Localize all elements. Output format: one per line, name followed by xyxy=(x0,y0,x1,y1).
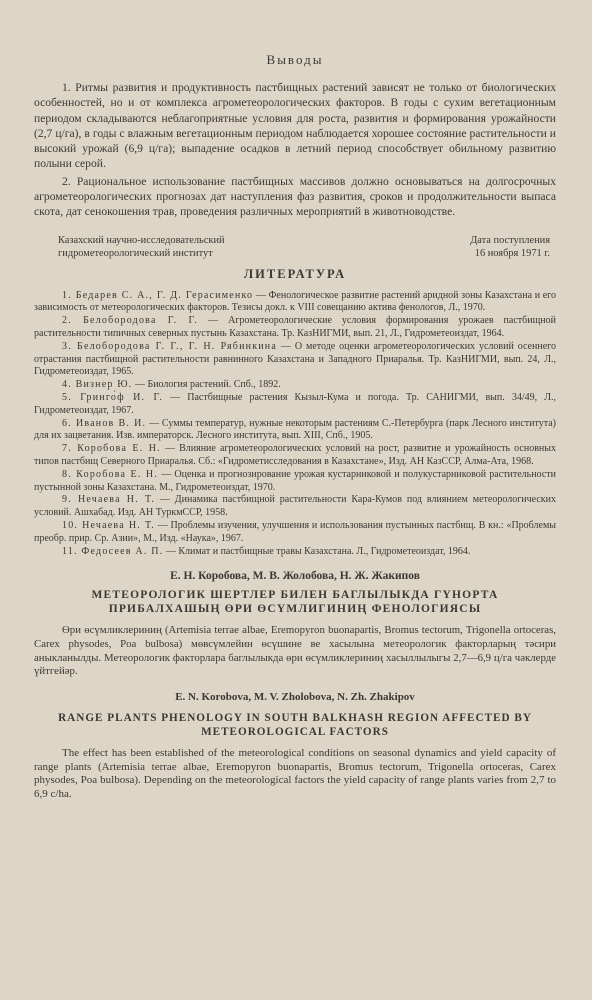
reference-item xyxy=(34,392,556,418)
reference-item xyxy=(34,520,556,546)
reference-text: — Суммы температур, нужные некоторым растениям С.-Петербурга (парк Лесного института) для их зацветания. Изв. императорск. Лесного института, вып. XIII, Спб., 1905. xyxy=(34,417,557,442)
reference-author: 6. Иванов В. И. xyxy=(62,417,147,429)
conclusion-paragraph-1: 1. Ритмы развития и продуктивность пастбищных растений зависят не только от биологических особенностей, но и от комплекса агрометеорологических факторов. В годы с сухим вегетационным периодом складываются неблагоприятные условия для роста, развития и формирования урожайности (2,7 ц/га), в годы с влажным вегетационным периодом наблюдается хорошее состояние растительности и высокий урожай (6,9 ц/га); выпадение осадков в летний период способствует обильному развитию полыни серой. xyxy=(34,81,556,171)
reference-text: — Проблемы изучения, улучшения и использования пустынных пастбищ. В кн.: «Проблемы преобр. прир. Ср. Азии», М., Изд. «Наука», 1967. xyxy=(34,520,556,544)
reference-item xyxy=(34,379,556,392)
reference-author: 4. Визнер Ю. xyxy=(62,379,133,391)
reference-author: 11. Федосеев А. П. xyxy=(62,545,164,557)
received-date xyxy=(470,234,556,261)
reference-item xyxy=(34,546,556,559)
reference-author: 9. Нечаева Н. Т. xyxy=(62,494,156,506)
reference-item xyxy=(34,469,556,495)
reference-text: — О методе оценки агрометеорологических условий осеннего отрастания пастбищной растительности равнинного Казахстана и Западного Приaралья. Тр. КазНИГМИ, вып. 24, Л., Гидрометеоиздат, 1965. xyxy=(34,340,556,378)
reference-list xyxy=(34,290,556,559)
reference-text: — Оценка и прогнозирование урожая кустарниковой и полукустарниковой растительности пустынной зоны Казахстана. М., Гидрометеоиздат, 1970. xyxy=(34,468,556,493)
english-abstract: The effect has been established of the meteorological conditions on seasonal dynamics and yield capacity of range plants (Artemisia terrae albae, Eremopyron buonapartis, Bromus tectorum, Trigonella ortoceras, Carex physodes, Poa bulbosa). Depending on the meteorological factors the yield capacity of range plants varies from 2,7 to 6,9 c/ha. xyxy=(34,746,556,801)
reference-text: — Динамика пастбищной растительности Кара-Кумов под влиянием метеорологических условий. Ашхабад. Изд. АН ТуркмССР, 1958. xyxy=(34,494,557,519)
reference-author: 2. Белобородова Г. Г. xyxy=(62,315,199,327)
reference-item xyxy=(34,341,556,379)
kazakh-abstract: Өри өсүмликлериниң (Artemisia terrae albae, Eremopyron buonapartis, Bromus tectorum, Trigonella ortoceras, Carex physodes, Poa bulbosa) мөвсүмлейин өсүшине ве хасылына метеорологик факторларың тәсири аныкланылды. Метеорологик факторлара баглылыкда өри өсүмликлериниң хасыллылыгы 2,7—6,9 ц/га чәклерде үйтгейәр. xyxy=(34,624,556,678)
reference-author: 1. Бедарев С. А., Г. Д. Герасименко xyxy=(62,289,254,301)
reference-author: 3. Белобородова Г. Г., Г. Н. Рябинкина xyxy=(62,340,277,352)
conclusion-paragraph-2: 2. Рациональное использование пастбищных массивов должно основываться на долгосрочных агрометеорологических прогнозах дат наступления фаз развития, сроков и продолжительности выпаса скота, дат сенокошения трав, проведения различных мероприятий в животноводстве. xyxy=(34,174,556,219)
reference-text: — Влияние агрометеорологических условий на рост, развитие и урожайность основных типов пастбищ Северного Приаралья. Сб.: «Гидрометисследования в Казахстане», Изд. АН КазССР, Алма-Ата, 1968. xyxy=(34,443,556,468)
reference-item xyxy=(34,494,556,520)
reference-text: — Биология растений. Спб., 1892. xyxy=(132,379,281,391)
reference-author: 10. Нечаева Н. Т. xyxy=(62,520,155,532)
institute-line-1: Казахский научно-исследовательский xyxy=(58,234,225,246)
received-label: Дата поступления xyxy=(470,234,550,246)
reference-item xyxy=(34,315,556,341)
literature-heading: ЛИТЕРАТУРА xyxy=(243,266,347,281)
reference-author: 8. Коробова Е. Н. xyxy=(62,468,159,480)
reference-text: — Фенологическое развитие растений аридной зоны Казахстана и его зависимость от метеорологических факторов. Тезисы докл. к VIII совещанию актива фенологов, Л., 1970. xyxy=(34,289,556,314)
reference-author: 7. Коробова Е. Н. xyxy=(62,443,161,455)
english-title: RANGE PLANTS PHENOLOGY IN SOUTH BALKHASH REGION AFFECTED BY METEOROLOGICAL FACTORS xyxy=(58,711,532,738)
reference-item xyxy=(34,290,556,316)
reference-author: 5. Гринго́ф И. Г. xyxy=(62,392,164,404)
institute-line-2: гидрометеорологический институт xyxy=(58,248,213,260)
reference-text: — Агрометеорологические условия формирования урожаев пастбищной растительности типичных северных пустынь Казахстана. Тр. КазНИГМИ, вып. 21, Л., Гидрометеоиздат, 1964. xyxy=(34,315,557,340)
conclusions-heading: Выводы xyxy=(266,52,324,67)
affiliation-block xyxy=(34,234,556,261)
kazakh-authors: Е. Н. Коробова, М. В. Жолобова, Н. Ж. Жакипов xyxy=(170,570,420,583)
institute-affiliation xyxy=(34,234,318,261)
reference-item xyxy=(34,443,556,469)
kazakh-title: МЕТЕОРОЛОГИК ШЕРТЛЕР БИЛЕН БАГЛЫЛЫКДА ГҮНОРТА ПРИБАЛХАШЫҢ ӨРИ ӨСҮМЛИГИНИҢ ФЕНОЛОГИЯСЫ xyxy=(91,589,499,616)
reference-text: — Пастбищные растения Кызыл-Кума и погода. Тр. САНИГМИ, вып. 34/49, Л., Гидрометеоиздат, 1967. xyxy=(34,392,556,416)
reference-item xyxy=(34,418,556,444)
english-authors: E. N. Korobova, M. V. Zholobova, N. Zh. Zhakipov xyxy=(175,690,415,703)
received-value: 16 ноября 1971 г. xyxy=(474,248,550,260)
reference-text: — Климат и пастбищные травы Казахстана. Л., Гидрометеоиздат, 1964. xyxy=(163,545,471,557)
